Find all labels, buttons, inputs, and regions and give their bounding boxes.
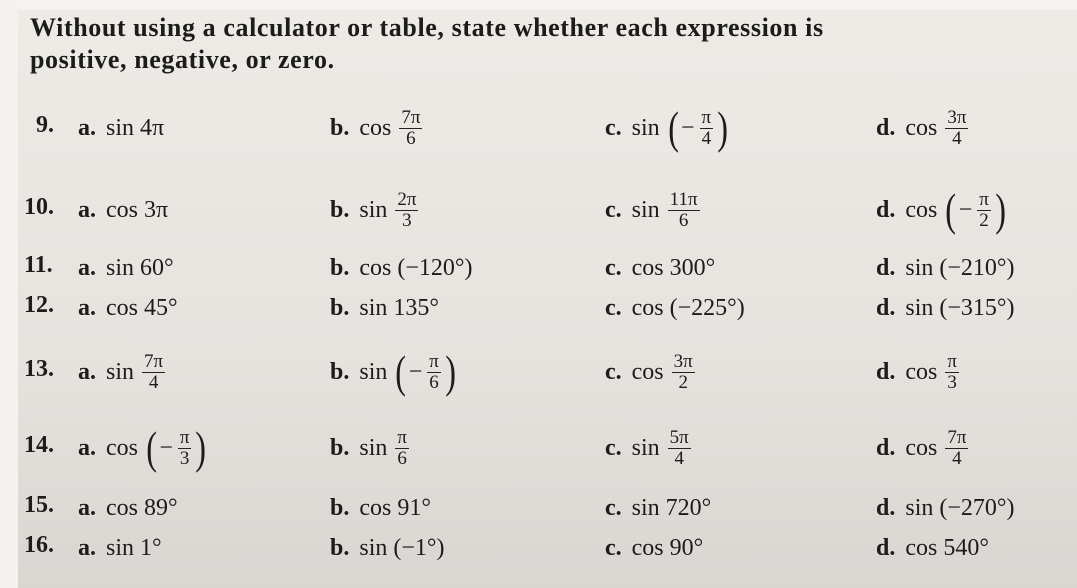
function-name: sin xyxy=(631,434,660,461)
fraction-denominator: 3 xyxy=(947,371,957,393)
fraction xyxy=(668,428,691,469)
problem-item xyxy=(876,348,961,396)
function-name: cos xyxy=(106,434,138,461)
function-name: cos xyxy=(905,196,938,223)
expression: cos (−120°) xyxy=(359,254,473,281)
item-label: d. xyxy=(876,534,896,561)
page-top-edge xyxy=(0,0,1077,10)
fraction-denominator: 4 xyxy=(952,127,962,149)
fraction xyxy=(668,190,700,231)
item-label: c. xyxy=(605,494,622,521)
item-label: a. xyxy=(78,294,96,321)
fraction xyxy=(945,428,968,469)
fraction-numerator: π xyxy=(429,350,439,372)
problem-number: 15. xyxy=(24,492,54,518)
fraction xyxy=(399,108,422,149)
fraction xyxy=(395,428,409,469)
right-paren: ) xyxy=(995,184,1006,235)
problem-number: 14. xyxy=(24,432,54,458)
problem-item xyxy=(876,524,989,572)
problem-item xyxy=(876,424,970,472)
item-label: d. xyxy=(876,494,896,521)
expression: sin (−210°) xyxy=(905,254,1015,281)
fraction xyxy=(178,428,192,469)
function-name: cos xyxy=(905,114,938,141)
item-label: c. xyxy=(605,114,622,141)
item-label: a. xyxy=(78,534,96,561)
left-paren: ( xyxy=(146,422,158,473)
function-name: sin xyxy=(359,196,388,223)
expression: cos 540° xyxy=(905,534,989,561)
item-label: a. xyxy=(78,494,96,521)
fraction xyxy=(672,352,695,393)
expression: cos 300° xyxy=(631,254,716,281)
fraction-numerator: π xyxy=(979,188,989,210)
expression: sin (−270°) xyxy=(905,494,1015,521)
problem-item xyxy=(605,186,702,234)
item-label: d. xyxy=(876,114,896,141)
problem-item xyxy=(330,186,420,234)
problem-item xyxy=(330,104,424,152)
fraction-numerator: π xyxy=(701,106,712,128)
item-label: b. xyxy=(330,254,350,281)
fraction-denominator: 6 xyxy=(406,127,416,149)
function-name: cos xyxy=(905,358,938,385)
fraction xyxy=(945,108,968,149)
expression: cos 90° xyxy=(631,534,704,561)
item-label: c. xyxy=(605,196,622,223)
left-paren: ( xyxy=(667,102,679,153)
minus-sign: − xyxy=(681,114,695,141)
fraction-numerator: 11π xyxy=(669,188,698,210)
fraction-numerator: 7π xyxy=(401,106,421,128)
expression: cos 45° xyxy=(106,294,178,321)
expression: sin 1° xyxy=(106,534,162,561)
function-name: sin xyxy=(359,434,388,461)
item-label: d. xyxy=(876,196,896,223)
instructions-line-1: Without using a calculator or table, state whether each expression is xyxy=(30,13,824,42)
fraction-denominator: 3 xyxy=(402,209,412,231)
expression: sin 4π xyxy=(106,114,165,141)
item-label: b. xyxy=(330,294,350,321)
fraction-denominator: 4 xyxy=(952,447,962,469)
item-label: a. xyxy=(78,358,96,385)
function-name: sin xyxy=(359,358,388,385)
item-label: b. xyxy=(330,196,350,223)
expression: sin 135° xyxy=(359,294,439,321)
problem-item xyxy=(605,348,697,396)
expression: cos (−225°) xyxy=(631,294,745,321)
expression: sin (−1°) xyxy=(359,534,445,561)
function-name: sin xyxy=(631,114,660,141)
item-label: a. xyxy=(78,434,96,461)
function-name: cos xyxy=(905,434,938,461)
item-label: c. xyxy=(605,254,622,281)
expression: cos 3π xyxy=(106,196,169,223)
fraction-numerator: 3π xyxy=(673,350,693,372)
problem-number: 11. xyxy=(24,252,53,278)
problem-item xyxy=(605,424,693,472)
expression: sin 60° xyxy=(106,254,174,281)
page-left-edge xyxy=(0,0,18,588)
fraction-denominator: 2 xyxy=(979,209,989,231)
fraction-denominator: 6 xyxy=(397,447,407,469)
item-label: a. xyxy=(78,114,96,141)
problem-item xyxy=(876,186,1008,234)
item-label: d. xyxy=(876,294,896,321)
fraction-denominator: 2 xyxy=(678,371,688,393)
right-paren: ) xyxy=(195,422,207,473)
minus-sign: − xyxy=(159,434,173,461)
left-paren: ( xyxy=(945,184,957,235)
instructions xyxy=(30,12,1070,76)
problem-number: 9. xyxy=(36,112,54,138)
expression: cos 91° xyxy=(359,494,431,521)
item-label: c. xyxy=(605,534,622,561)
fraction-numerator: 5π xyxy=(669,426,689,448)
problem-number: 13. xyxy=(24,356,54,382)
problem-item xyxy=(876,104,970,152)
item-label: d. xyxy=(876,254,896,281)
right-paren: ) xyxy=(445,346,456,397)
expression: sin (−315°) xyxy=(905,294,1015,321)
item-label: d. xyxy=(876,434,896,461)
item-label: b. xyxy=(330,358,350,385)
item-label: c. xyxy=(605,358,622,385)
fraction xyxy=(945,352,959,393)
problem-number: 16. xyxy=(24,532,54,558)
problem-item xyxy=(330,284,439,332)
fraction-numerator: 7π xyxy=(144,350,164,372)
minus-sign: − xyxy=(958,196,973,223)
problem-item xyxy=(78,104,164,152)
minus-sign: − xyxy=(408,358,423,385)
problem-item xyxy=(330,524,444,572)
function-name: sin xyxy=(631,196,660,223)
fraction xyxy=(395,190,418,231)
fraction xyxy=(700,108,714,149)
problem-number: 10. xyxy=(24,194,54,220)
instructions-line-2: positive, negative, or zero. xyxy=(30,45,335,74)
item-label: c. xyxy=(605,294,622,321)
problem-item xyxy=(78,284,178,332)
problem-item xyxy=(876,284,1014,332)
fraction-numerator: 3π xyxy=(947,106,967,128)
fraction-denominator: 4 xyxy=(148,371,159,393)
fraction-denominator: 6 xyxy=(429,371,439,393)
fraction xyxy=(427,352,441,393)
fraction-denominator: 4 xyxy=(701,127,712,149)
fraction-numerator: π xyxy=(397,426,407,448)
item-label: b. xyxy=(330,534,350,561)
fraction-numerator: π xyxy=(947,350,957,372)
fraction-denominator: 3 xyxy=(179,447,190,469)
expression: cos 89° xyxy=(106,494,178,521)
function-name: cos xyxy=(359,114,392,141)
item-label: d. xyxy=(876,358,896,385)
problem-item xyxy=(78,524,162,572)
item-label: b. xyxy=(330,494,350,521)
problem-item xyxy=(78,186,168,234)
problem-item xyxy=(78,424,209,472)
problem-item xyxy=(330,348,458,396)
fraction-denominator: 4 xyxy=(674,447,684,469)
item-label: a. xyxy=(78,254,96,281)
function-name: sin xyxy=(106,358,135,385)
problem-number: 12. xyxy=(24,292,54,318)
problem-item xyxy=(78,348,167,396)
problem-item xyxy=(605,104,730,152)
item-label: c. xyxy=(605,434,622,461)
expression: sin 720° xyxy=(631,494,712,521)
item-label: b. xyxy=(330,434,350,461)
fraction-numerator: 7π xyxy=(947,426,967,448)
left-paren: ( xyxy=(395,346,407,397)
problem-item xyxy=(605,524,703,572)
item-label: a. xyxy=(78,196,96,223)
fraction-numerator: 2π xyxy=(397,188,417,210)
fraction xyxy=(977,190,991,231)
problem-item xyxy=(330,424,411,472)
fraction-numerator: π xyxy=(179,426,190,448)
item-label: b. xyxy=(330,114,350,141)
right-paren: ) xyxy=(717,102,729,153)
fraction-denominator: 6 xyxy=(678,209,689,231)
function-name: cos xyxy=(631,358,664,385)
fraction xyxy=(142,352,165,393)
problem-item xyxy=(605,284,745,332)
